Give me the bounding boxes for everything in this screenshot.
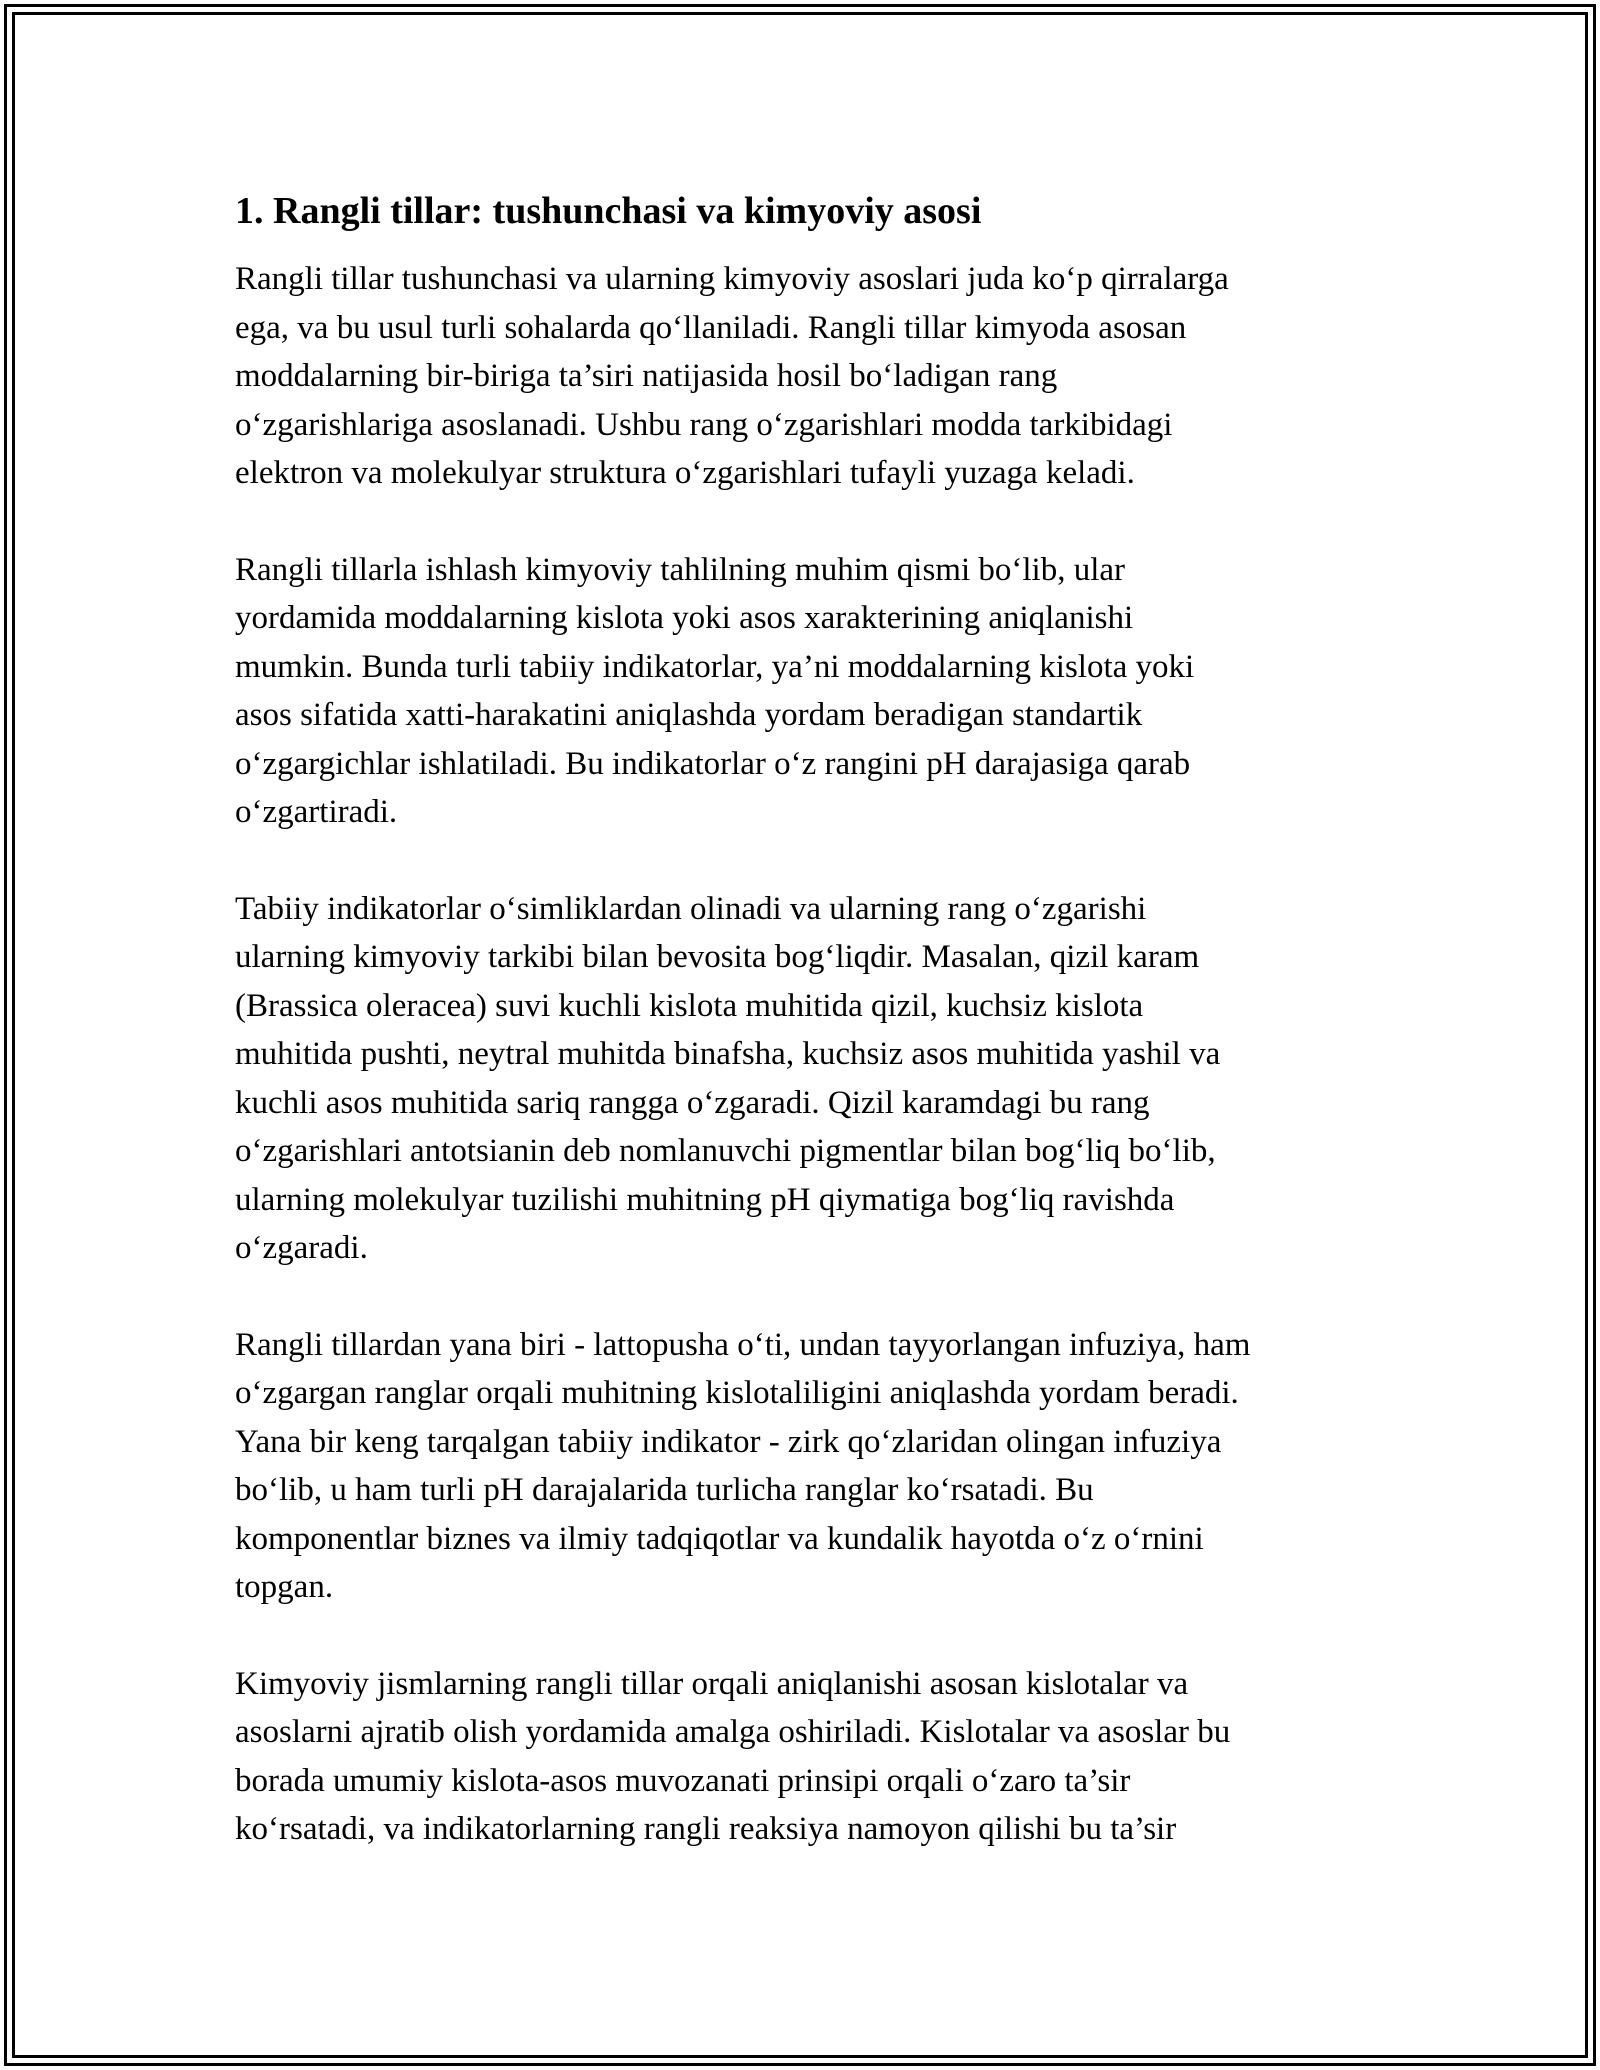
document-body [235,185,1375,1854]
paragraph-3: Tabiiy indikatorlar o‘simliklardan olinadi va ularning rang o‘zgarishi ularning kimyoviy tarkibi bilan bevosita bog‘liqdir. Masalan, qizil karam (Brassica oleracea) suvi kuchli kislota muhitida qizil, kuchsiz kislota muhitida pushti, neytral muhitda binafsha, kuchsiz asos muhitida yashil va kuchli asos muhitida sariq rangga o‘zgaradi. Qizil karamdagi bu rang o‘zgarishlari antotsianin deb nomlanuvchi pigmentlar bilan bog‘liq bo‘lib, ularning molekulyar tuzilishi muhitning pH qiymatiga bog‘liq ravishda o‘zgaradi. [235,890,1221,1266]
paragraph-4: Rangli tillardan yana biri - lattopusha o‘ti, undan tayyorlangan infuziya, ham o‘zgargan ranglar orqali muhitning kislotaliligini aniqlashda yordam beradi. Yana bir keng tarqalgan tabiiy indikator - zirk qo‘zlaridan olingan infuziya bo‘lib, u ham turli pH darajalarida turlicha ranglar ko‘rsatadi. Bu komponentlar biznes va ilmiy tadqiqotlar va kundalik hayotda o‘z o‘rnini topgan. [235,1326,1251,1605]
paragraph-1: Rangli tillar tushunchasi va ularning kimyoviy asoslari juda ko‘p qirralarga ega, va bu usul turli sohalarda qo‘llaniladi. Rangli tillar kimyoda asosan moddalarning bir-biriga ta’siri natijasida hosil bo‘ladigan rang o‘zgarishlariga asoslanadi. Ushbu rang o‘zgarishlari modda tarkibidagi elektron va molekulyar struktura o‘zgarishlari tufayli yuzaga keladi. [235,261,1229,491]
paragraph-5: Kimyoviy jismlarning rangli tillar orqali aniqlanishi asosan kislotalar va asoslarni ajratib olish yordamida amalga oshiriladi. Kislotalar va asoslar bu borada umumiy kislota-asos muvozanati prinsipi orqali o‘zaro ta’sir ko‘rsatadi, va indikatorlarning rangli reaksiya namoyon qilishi bu ta’sir [235,1665,1231,1847]
section-title: 1. Rangli tillar: tushunchasi va kimyoviy asosi [235,190,982,232]
paragraph-2: Rangli tillarla ishlash kimyoviy tahlilning muhim qismi bo‘lib, ular yordamida moddalarning kislota yoki asos xarakterining aniqlanishi mumkin. Bunda turli tabiiy indikatorlar, ya’ni moddalarning kislota yoki asos sifatida xatti-harakatini aniqlashda yordam beradigan standartik o‘zgargichlar ishlatiladi. Bu indikatorlar o‘z rangini pH darajasiga qarab o‘zgartiradi. [235,551,1195,830]
